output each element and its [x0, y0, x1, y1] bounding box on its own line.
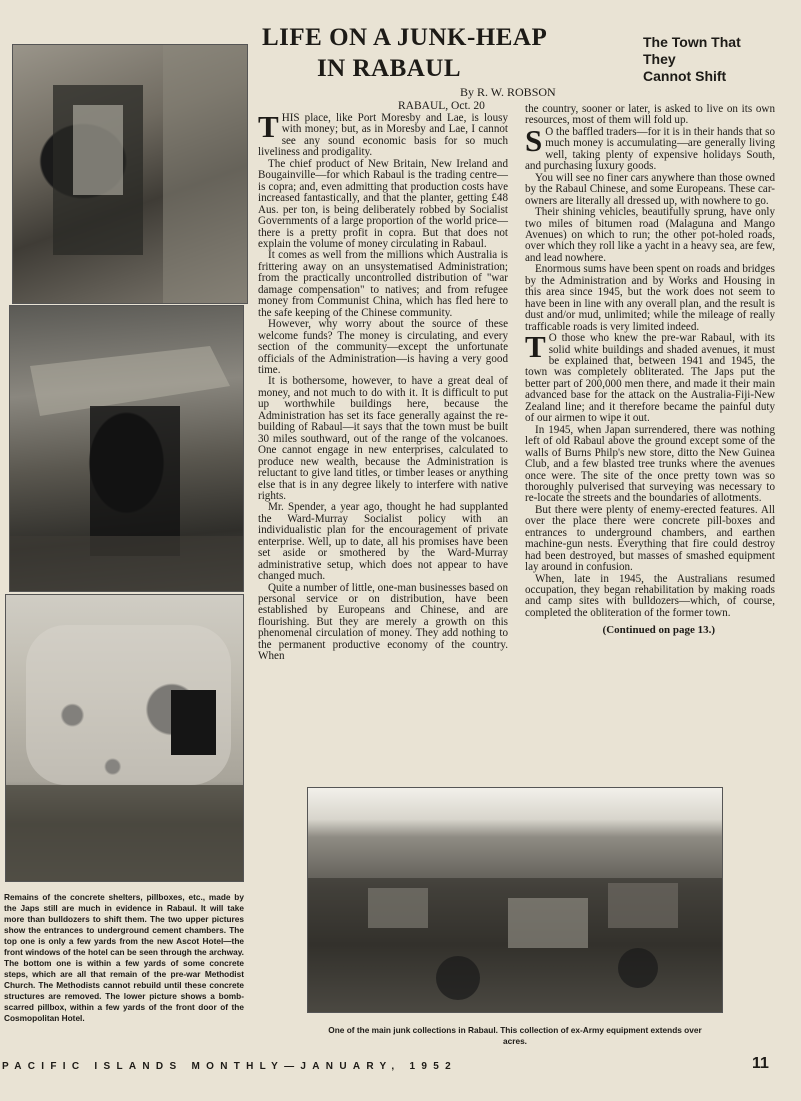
continued-note: (Continued on page 13.)	[602, 624, 715, 637]
paragraph: Enormous sums have been spent on roads and bridges by the Administration and by Works and Housing in this area since 1945, but the work does not seem to have been in line with any overall plan, and the result is dust and/or mud, unlimited; while the mileage of really trafficable roads is very limited indeed.	[525, 263, 775, 333]
paragraph: However, why worry about the source of these welcome funds? The money is circulating, and every section of the community—except the unfortunate officials of the Administration—is having a very good time.	[258, 318, 508, 376]
paragraph: The chief product of New Britain, New Ireland and Bougainville—for which Rabaul is the trading centre—is copra; and, even admitting that production costs have increased fantastically, and that the planter, getting £48 Aus. per ton, is being deliberately robbed by Socialist Governments of a large proportion of the world price—there is a pretty profit in copra. But that does not explain the volume of money circulating in Rabaul.	[258, 157, 508, 250]
paragraph: Quite a number of little, one-man businesses based on personal service or on distribution, have been established by Europeans and Chinese, and are flourishing. But they are merely a growth on this phenomenal circulation of money. They add nothing to the permanent productive economy of the country. When	[258, 581, 508, 663]
paragraph: THIS place, like Port Moresby and Lae, is lousy with money; but, as in Moresby and Lae, I cannot see any sound economic basis for so much liveliness and prodigality.	[258, 109, 508, 159]
paragraph: Their shining vehicles, beautifully sprung, have only two miles of bitumen road (Malaguna and Mango Avenues) on which to run; the other pot-holed roads, over which they roll like a yacht in a heavy sea, are few, and lead nowhere.	[525, 206, 775, 264]
photo-bomb-scarred-pillbox	[5, 594, 244, 882]
byline: By R. W. ROBSON	[460, 85, 556, 99]
photo-caption-left: Remains of the concrete shelters, pillboxes, etc., made by the Japs still are much in evidence in Rabaul. It will take more than bulldozers to shift them. The two upper pictures show the entrances to underground cement chambers. The top one is only a few yards from the new Ascot Hotel—the front windows of the hotel can be seen through the archway. The bottom one is within a few yards of some concrete steps, which are all that remain of the pre-war Methodist Church. The Methodists cannot rebuild until these concrete structures are removed. The lower picture shows a bomb-scarred pillbox, within a few yards of the front door of the Cosmopolitan Hotel.	[4, 892, 244, 1023]
photo-caption-bottom: One of the main junk collections in Rabaul. This collection of ex-Army equipment extends over acres.	[328, 1025, 702, 1046]
dateline: RABAUL, Oct. 20	[398, 100, 485, 112]
paragraph: It comes as well from the millions which Australia is frittering away on an unsystematised Administration; from the practically uncontrolled distribution of "war damage compensation" to natives; and from refugee money from Communist China, which has fled here to the safe keeping of the Chinese community.	[258, 249, 508, 319]
paragraph: Mr. Spender, a year ago, thought he had supplanted the Ward-Murray Socialist policy with an individualistic plan for the encouragement of private enterprise. Well, up to date, all his promises have been set aside or smothered by the Ward-Murray administrative setup, which does not appear to have changed much.	[258, 501, 508, 583]
photo-detail	[308, 788, 722, 1012]
photo-detail	[10, 306, 243, 591]
article-column-1	[258, 109, 508, 663]
photo-shelter-entrance-methodist-church	[9, 305, 244, 592]
paragraph: It is bothersome, however, to have a great deal of money, and not much to do with it. It is difficult to put up worthwhile buildings here, because the Administration has set its face generally against the re-building of Rabaul—it says that the town must be built 30 miles southward, out of the range of the volcanoes. One cannot engage in new enterprises, calculated to produce new wealth, because the Administration is reluctant to give land titles, or timber leases or anything else that is in any degree likely to interfere with native rights.	[258, 375, 508, 502]
article-title-line2: IN RABAUL	[316, 55, 462, 82]
paragraph: But there were plenty of enemy-erected features. All over the place there were concrete pill-boxes and entrances to underground chambers, and earthen machine-gun nests. Everything that fire could destroy had been destroyed, but masses of smashed equipment lay around in confusion.	[525, 503, 775, 574]
subhead-line2: They	[643, 51, 676, 67]
article-column-2	[525, 104, 775, 637]
photo-detail	[13, 45, 247, 303]
article-title-line1: LIFE ON A JUNK-HEAP	[262, 24, 548, 51]
paragraph: SO the baffled traders—for it is in their hands that so much money is accumulating—are generally living well, taking plenty of expensive holidays South, and purchasing luxury goods.	[525, 122, 775, 173]
magazine-footer: PACIFIC ISLANDS MONTHLY—JANUARY, 1952	[2, 1061, 457, 1072]
paragraph: When, late in 1945, the Australians resumed occupation, they began rehabilitation by making roads and camp sites with bulldozers—which, of course, completed the obliteration of the former town.	[525, 572, 775, 619]
page-number: 11	[752, 1055, 769, 1072]
subhead-line1: The Town That	[643, 34, 741, 50]
paragraph: In 1945, when Japan surrendered, there was nothing left of old Rabaul above the ground except some of the walls of Burns Philp's new store, ditto the New Guinea Club, and a few blasted tree trunks where the avenues once were. The site of the once pretty town was so thoroughly pulverised that surveying was necessary to re-locate the streets and the boundaries of allotments.	[525, 423, 775, 505]
photo-detail	[6, 595, 243, 881]
paragraph: You will see no finer cars anywhere than those owned by the Rabaul Chinese, and some Europeans. These car-owners are literally all dressed up, with nowhere to go.	[525, 171, 775, 207]
subhead-line3: Cannot Shift	[643, 68, 727, 84]
paragraph: the country, sooner or later, is asked to live on its own resources, most of them will fold up.	[525, 103, 775, 127]
photo-junk-collection	[307, 787, 723, 1013]
photo-shelter-entrance-ascot-hotel	[12, 44, 248, 304]
paragraph: TO those who knew the pre-war Rabaul, with its solid white buildings and shaded avenues, it must be explained that, between 1941 and 1945, the town was completely obliterated. The Japs put the better part of 200,000 men there, and made it their main advanced base for the attack on the Australia-Fiji-New Zealand line; and it therefore became the painful duty of our airmen to wipe it out.	[525, 329, 775, 425]
